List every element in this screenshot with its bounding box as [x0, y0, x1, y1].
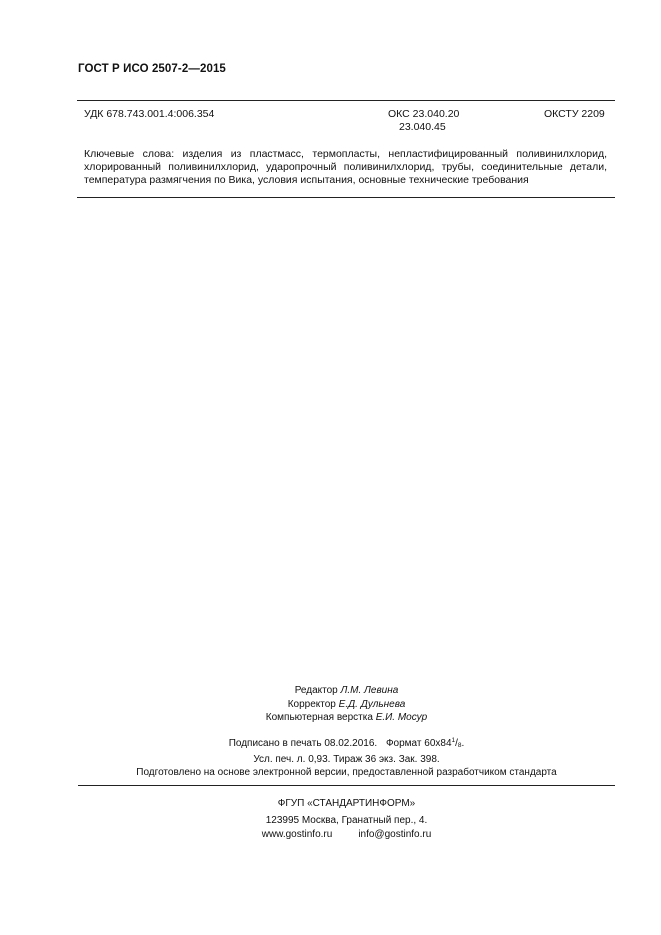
format-denominator: 8	[457, 742, 462, 749]
keywords-paragraph: Ключевые слова: изделия из пластмасс, термопласты, непластифицированный поливинилхлорид, хлорированный поливинилхлорид, ударопрочный поливинилхлорид, трубы, соединительные детали, температура размягчения по Вика, условия испытания, основные технические требования	[84, 148, 607, 186]
print-volume-line: Усл. печ. л. 0,93. Тираж 36 экз. Зак. 398.	[253, 753, 440, 765]
format-end: .	[461, 738, 465, 749]
prepared-note: Подготовлено на основе электронной версии, предоставленной разработчиком стандарта	[136, 767, 557, 778]
corrector-label: Корректор	[287, 698, 336, 710]
print-details	[78, 734, 615, 766]
editor-line	[78, 684, 615, 698]
layout-line	[78, 711, 615, 725]
bottom-divider	[78, 785, 615, 786]
corrector-line	[78, 698, 615, 712]
corrector-name: Е.Д. Дульнева	[338, 698, 406, 710]
print-signed: Подписано в печать 08.02.2016.	[228, 738, 378, 749]
top-divider	[77, 100, 615, 101]
okstu-code: ОКСТУ 2209	[544, 108, 605, 120]
middle-divider	[77, 197, 615, 198]
publisher-contacts	[78, 814, 615, 841]
standard-designation: ГОСТ Р ИСО 2507-2—2015	[78, 63, 226, 75]
publisher-links	[78, 828, 615, 842]
layout-label: Компьютерная верстка	[265, 712, 373, 723]
publisher-address: 123995 Москва, Гранатный пер., 4.	[265, 815, 428, 826]
print-signed-line	[78, 734, 615, 753]
oks-code-primary: ОКС 23.040.20	[388, 108, 460, 120]
email-link[interactable]: info@gostinfo.ru	[358, 828, 432, 840]
oks-code-secondary: 23.040.45	[399, 121, 446, 133]
editor-label: Редактор	[294, 685, 338, 696]
website-link[interactable]: www.gostinfo.ru	[261, 828, 333, 840]
udk-code: УДК 678.743.001.4:006.354	[84, 108, 215, 120]
format-label: Формат 60х84	[385, 738, 452, 749]
publisher-name: ФГУП «СТАНДАРТИНФОРМ»	[277, 798, 416, 809]
staff-credits	[78, 684, 615, 725]
oks-codes	[388, 108, 459, 134]
layout-name: Е.И. Мосур	[375, 712, 428, 723]
print-format: Формат $60х84^1/_8$.	[385, 737, 465, 749]
editor-name: Л.М. Левина	[340, 685, 399, 696]
format-numerator: 1	[451, 737, 456, 744]
